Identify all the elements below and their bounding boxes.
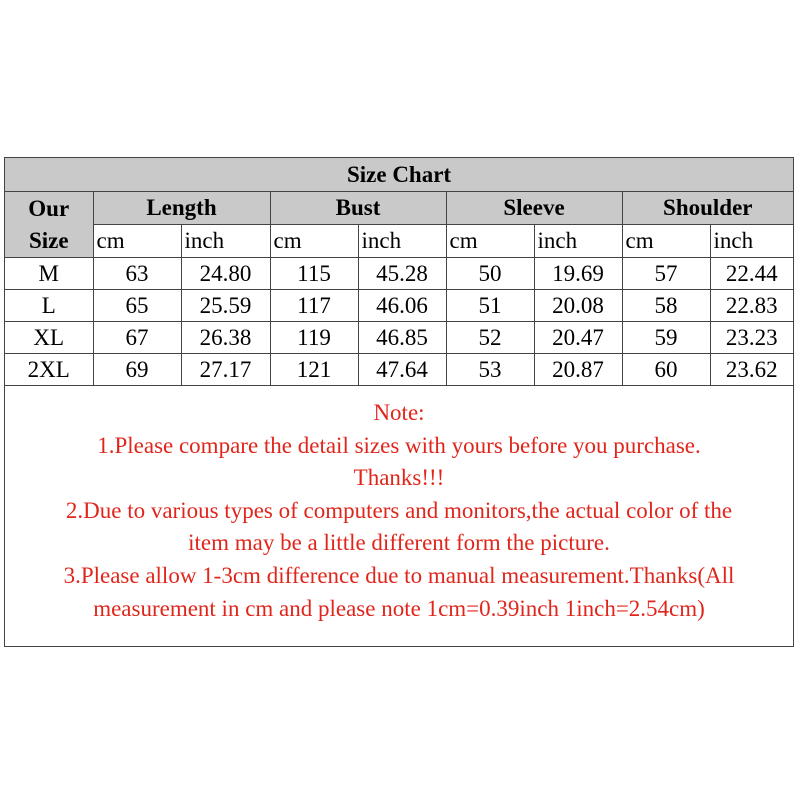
table-cell: 119 [270,322,358,354]
group-header-sleeve: Sleeve [446,192,622,225]
unit-header: inch [534,225,622,258]
table-cell: 117 [270,290,358,322]
table-cell: 67 [93,322,181,354]
table-cell: 69 [93,354,181,386]
table-row [5,322,793,354]
note-line: measurement in cm and please note 1cm=0.39inch 1inch=2.54cm) [93,595,705,621]
table-cell: 46.85 [358,322,446,354]
unit-header: inch [181,225,270,258]
table-cell: 50 [446,258,534,290]
note-line: item may be a little different form the picture. [188,530,610,556]
table-cell: 20.08 [534,290,622,322]
table-cell: 115 [270,258,358,290]
size-chart [4,157,794,647]
group-header-shoulder: Shoulder [622,192,793,225]
table-cell: 53 [446,354,534,386]
table-cell: 23.23 [710,322,793,354]
size-column-header [5,192,93,258]
note-line: Thanks!!! [353,465,445,491]
table-cell: 19.69 [534,258,622,290]
unit-header: inch [358,225,446,258]
size-table [5,158,793,386]
unit-header: cm [93,225,181,258]
size-label: M [5,258,93,290]
table-cell: 63 [93,258,181,290]
table-cell: 58 [622,290,710,322]
table-row [5,354,793,386]
group-header-bust: Bust [270,192,446,225]
note-heading: Note: [373,400,425,425]
unit-header: cm [446,225,534,258]
table-cell: 23.62 [710,354,793,386]
table-cell: 121 [270,354,358,386]
table-cell: 26.38 [181,322,270,354]
size-label: 2XL [5,354,93,386]
size-header-line-1: Our [28,195,70,221]
table-cell: 27.17 [181,354,270,386]
group-header-length: Length [93,192,270,225]
table-cell: 25.59 [181,290,270,322]
chart-title: Size Chart [5,158,793,192]
unit-header: cm [270,225,358,258]
unit-header: cm [622,225,710,258]
table-cell: 51 [446,290,534,322]
table-row [5,258,793,290]
unit-header: inch [710,225,793,258]
table-cell: 47.64 [358,354,446,386]
notes-block [5,397,793,625]
table-cell: 22.83 [710,290,793,322]
note-line: 2.Due to various types of computers and monitors,the actual color of the [65,497,733,523]
note-line: 1.Please compare the detail sizes with yours before you purchase. [97,432,701,458]
table-cell: 46.06 [358,290,446,322]
table-cell: 20.87 [534,354,622,386]
table-cell: 57 [622,258,710,290]
table-cell: 45.28 [358,258,446,290]
table-cell: 20.47 [534,322,622,354]
table-cell: 52 [446,322,534,354]
table-row [5,290,793,322]
table-cell: 59 [622,322,710,354]
note-line: 3.Please allow 1-3cm difference due to manual measurement.Thanks(All [63,562,735,588]
size-label: XL [5,322,93,354]
table-cell: 24.80 [181,258,270,290]
size-label: L [5,290,93,322]
table-cell: 22.44 [710,258,793,290]
table-cell: 60 [622,354,710,386]
table-cell: 65 [93,290,181,322]
size-header-line-2: Size [28,227,69,253]
